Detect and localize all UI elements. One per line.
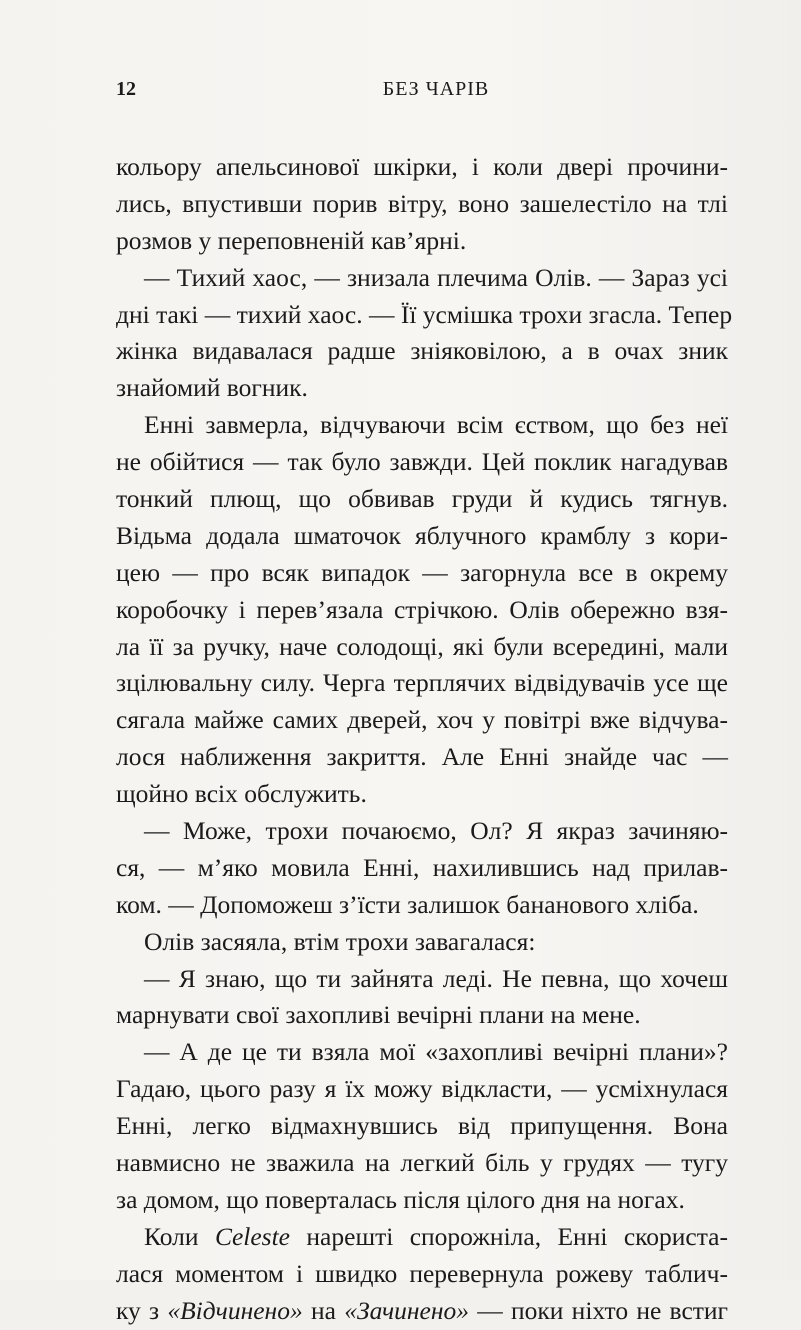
text-segment: нарешті спорожніла, Енні скориста- (290, 1221, 728, 1251)
text-line: лася моментом і швидко перевернула рожеву таблич- (116, 1258, 728, 1288)
body-text (116, 149, 733, 1330)
text-line: за домом, що поверталась після цілого дня на ногах. (116, 1184, 685, 1214)
text-line: лося наближення закриття. Але Енні знайде час — (116, 742, 728, 772)
text-line (116, 1219, 728, 1256)
text-line: Олів засяяла, втім трохи завагалася: (144, 926, 536, 956)
text-line: розмов у переповненій кав’ярні. (116, 225, 467, 255)
text-line: знайомий вогник. (116, 373, 308, 403)
text-line: — Я знаю, що ти зайнята леді. Не певна, що хочеш (144, 963, 728, 993)
text-line: сягала майже самих дверей, хоч у повітрі вже відчува- (116, 705, 728, 735)
text-line: марнувати свої захопливі вечірні плани на мене. (116, 1000, 641, 1030)
text-segment: — поки ніхто не встиг (469, 1295, 729, 1325)
text-line: — Може, трохи почаюємо, Ол? Я якраз зачиняю- (144, 816, 728, 846)
text-segment: ку з (116, 1295, 168, 1325)
italic-sign-closed: «Зачинено» (344, 1295, 470, 1325)
text-line: дні такі — тихий хаос. — Її усмішка трохи згасла. Тепер (116, 299, 733, 329)
text-line: Відьма додала шматочок яблучного крамблу з кори- (116, 520, 728, 550)
text-line: цею — про всяк випадок — загорнула все в окрему (116, 557, 728, 587)
text-line: щойно всіх обслужить. (116, 779, 367, 809)
text-line: зцілювальну силу. Черга терплячих відвідувачів усе ще (116, 668, 728, 698)
running-header (116, 78, 731, 108)
text-line: ся, — м’яко мовила Енні, нахилившись над прилав- (116, 852, 728, 882)
text-line: ком. — Допоможеш з’їсти залишок бананового хліба. (116, 889, 699, 919)
text-line: — А де це ти взяла мої «захопливі вечірні плани»? (144, 1037, 728, 1067)
text-line: тонкий плющ, що обвивав груди й кудись тягнув. (116, 484, 728, 514)
italic-cafe-name: Celeste (214, 1221, 290, 1251)
text-line: жінка видавалася радше зніяковілою, а в очах зник (116, 336, 728, 366)
text-line: ла її за ручку, наче солодощі, які були всередині, мали (116, 631, 728, 661)
text-line: не обійтися — так було завжди. Цей поклик нагадував (116, 447, 728, 477)
text-line: навмисно не зважила на легкий біль у грудях — тугу (116, 1148, 728, 1178)
italic-sign-open: «Відчинено» (167, 1295, 303, 1325)
page-number: 12 (116, 78, 136, 100)
text-line: Енні завмерла, відчуваючи всім єством, що без неї (144, 410, 728, 440)
running-title: БЕЗ ЧАРІВ (382, 78, 490, 100)
text-line: лись, впустивши порив вітру, воно зашелестіло на тлі (116, 188, 728, 218)
text-line (116, 1293, 728, 1330)
text-line: Енні, легко відмахнувшись від припущення. Вона (116, 1111, 728, 1141)
text-line: коробочку і перев’язала стрічкою. Олів обережно взя- (116, 594, 728, 624)
text-line: — Тихий хаос, — знизала плечима Олів. — Зараз усі (144, 262, 728, 292)
text-line: кольору апельсинової шкірки, і коли двері прочини- (116, 152, 728, 181)
text-line: Гадаю, цього разу я їх можу відкласти, — усміхнулася (116, 1074, 728, 1104)
text-segment: на (302, 1295, 345, 1325)
text-segment: Коли (144, 1221, 215, 1251)
